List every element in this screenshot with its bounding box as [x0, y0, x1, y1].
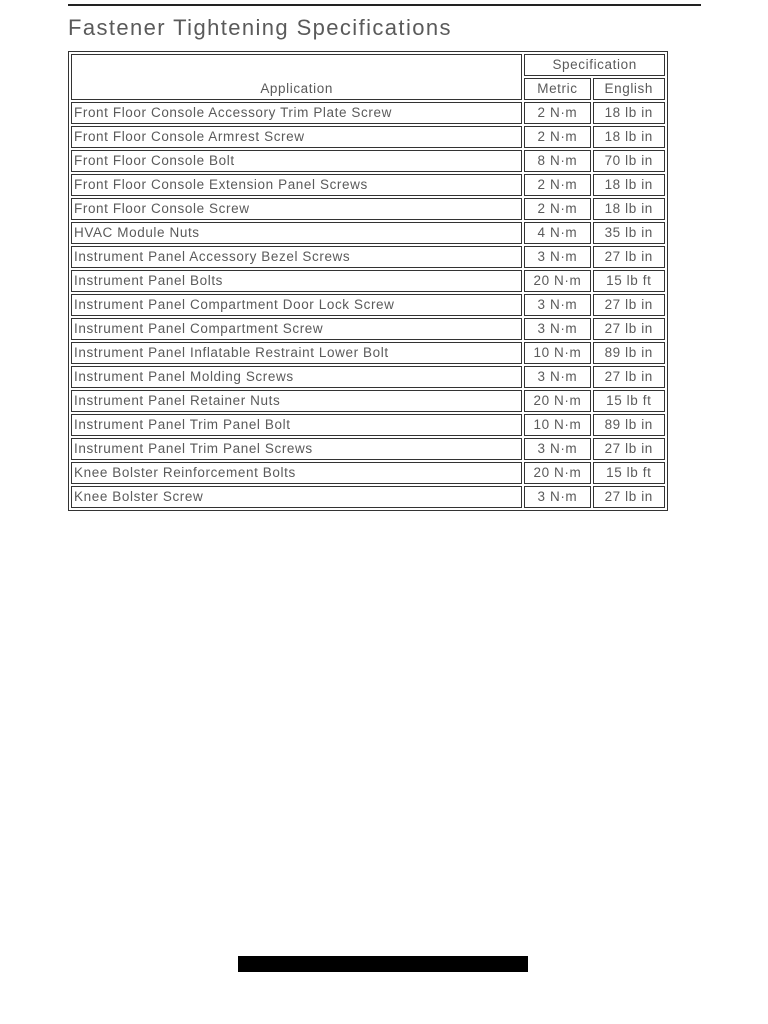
english-cell: 18 lb in [593, 174, 665, 196]
metric-cell: 3 N·m [524, 366, 590, 388]
table-row [71, 366, 665, 388]
metric-cell: 10 N·m [524, 414, 590, 436]
application-cell: Front Floor Console Accessory Trim Plate Screw [71, 102, 522, 124]
metric-cell: 3 N·m [524, 246, 590, 268]
header-specification: Specification [524, 54, 665, 76]
table-row [71, 270, 665, 292]
english-cell: 27 lb in [593, 486, 665, 508]
header-metric: Metric [524, 78, 590, 100]
application-cell: Instrument Panel Compartment Door Lock Screw [71, 294, 522, 316]
application-cell: Instrument Panel Trim Panel Bolt [71, 414, 522, 436]
metric-cell: 3 N·m [524, 438, 590, 460]
metric-cell: 3 N·m [524, 294, 590, 316]
table-row [71, 438, 665, 460]
application-cell: Instrument Panel Inflatable Restraint Lower Bolt [71, 342, 522, 364]
metric-cell: 2 N·m [524, 102, 590, 124]
table-row [71, 390, 665, 412]
application-cell: HVAC Module Nuts [71, 222, 522, 244]
table-row [71, 414, 665, 436]
application-cell: Instrument Panel Molding Screws [71, 366, 522, 388]
top-rule [68, 4, 701, 6]
metric-cell: 20 N·m [524, 270, 590, 292]
application-cell: Instrument Panel Retainer Nuts [71, 390, 522, 412]
bottom-bar [238, 956, 528, 972]
header-application: Application [71, 54, 522, 100]
english-cell: 89 lb in [593, 414, 665, 436]
table-row [71, 126, 665, 148]
metric-cell: 4 N·m [524, 222, 590, 244]
table-row [71, 150, 665, 172]
metric-cell: 10 N·m [524, 342, 590, 364]
english-cell: 35 lb in [593, 222, 665, 244]
application-cell: Instrument Panel Trim Panel Screws [71, 438, 522, 460]
spec-rows [71, 102, 665, 508]
english-cell: 27 lb in [593, 294, 665, 316]
metric-cell: 2 N·m [524, 198, 590, 220]
table-row [71, 174, 665, 196]
english-cell: 15 lb ft [593, 390, 665, 412]
table-row [71, 198, 665, 220]
english-cell: 15 lb ft [593, 270, 665, 292]
english-cell: 27 lb in [593, 318, 665, 340]
table-row [71, 318, 665, 340]
metric-cell: 3 N·m [524, 318, 590, 340]
metric-cell: 20 N·m [524, 462, 590, 484]
application-cell: Front Floor Console Screw [71, 198, 522, 220]
table-row [71, 486, 665, 508]
english-cell: 27 lb in [593, 438, 665, 460]
application-cell: Front Floor Console Armrest Screw [71, 126, 522, 148]
application-cell: Front Floor Console Extension Panel Screws [71, 174, 522, 196]
table-row [71, 342, 665, 364]
application-cell: Instrument Panel Accessory Bezel Screws [71, 246, 522, 268]
english-cell: 18 lb in [593, 126, 665, 148]
english-cell: 70 lb in [593, 150, 665, 172]
table-row [71, 246, 665, 268]
metric-cell: 2 N·m [524, 126, 590, 148]
table-row [71, 462, 665, 484]
metric-cell: 20 N·m [524, 390, 590, 412]
application-cell: Knee Bolster Reinforcement Bolts [71, 462, 522, 484]
spec-table [68, 51, 668, 511]
table-row [71, 294, 665, 316]
english-cell: 89 lb in [593, 342, 665, 364]
header-row-top [71, 54, 665, 76]
metric-cell: 8 N·m [524, 150, 590, 172]
metric-cell: 3 N·m [524, 486, 590, 508]
header-english: English [593, 78, 665, 100]
english-cell: 15 lb ft [593, 462, 665, 484]
application-cell: Knee Bolster Screw [71, 486, 522, 508]
table-row [71, 102, 665, 124]
page-title: Fastener Tightening Specifications [68, 15, 452, 40]
application-cell: Instrument Panel Bolts [71, 270, 522, 292]
english-cell: 18 lb in [593, 102, 665, 124]
english-cell: 27 lb in [593, 366, 665, 388]
english-cell: 18 lb in [593, 198, 665, 220]
english-cell: 27 lb in [593, 246, 665, 268]
application-cell: Instrument Panel Compartment Screw [71, 318, 522, 340]
table-row [71, 222, 665, 244]
metric-cell: 2 N·m [524, 174, 590, 196]
application-cell: Front Floor Console Bolt [71, 150, 522, 172]
